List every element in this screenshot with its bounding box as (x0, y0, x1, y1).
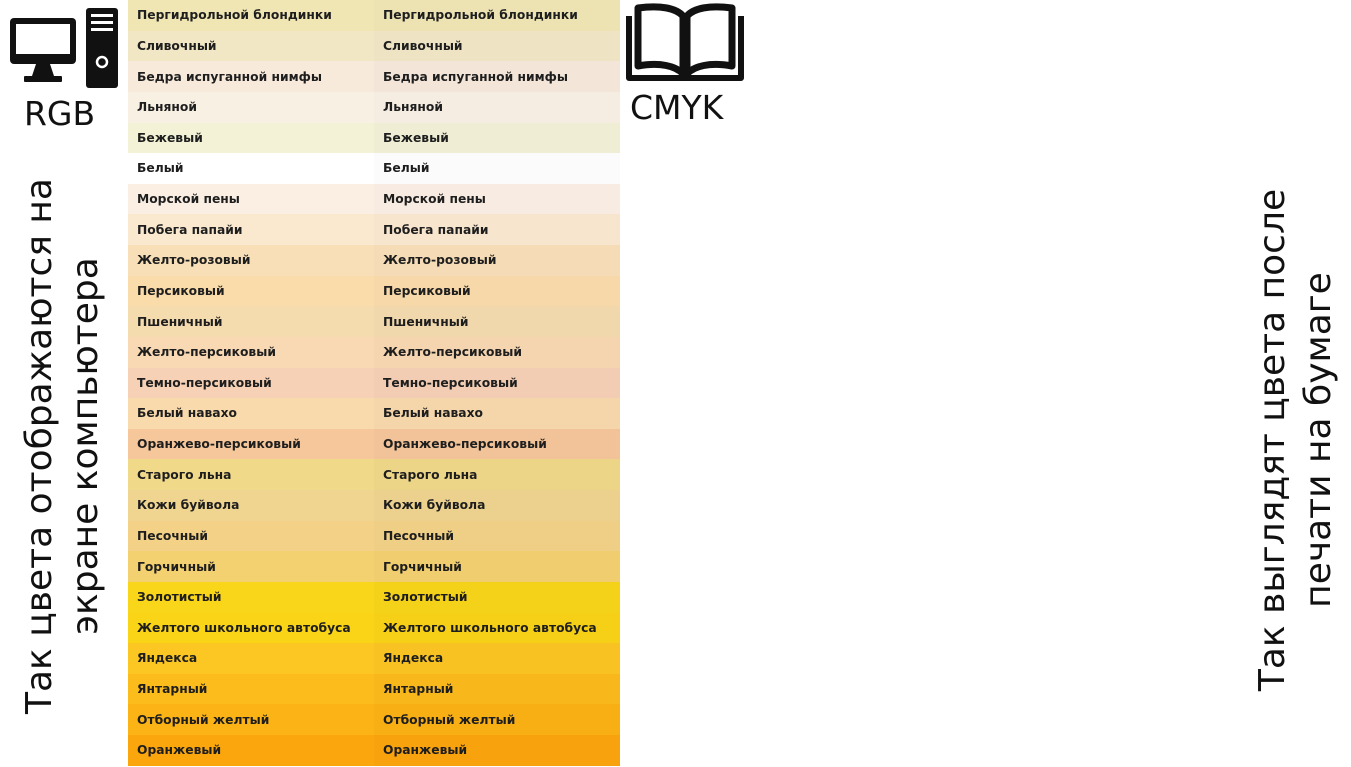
rgb-caption-line-1: Так цвета отображаются на (19, 178, 60, 714)
color-row (128, 429, 620, 460)
rgb-swatch-cell: Побега папайи (128, 214, 374, 245)
color-row (128, 521, 620, 552)
cmyk-swatch-cell: Побега папайи (374, 214, 620, 245)
color-row (128, 674, 620, 705)
cmyk-swatch-cell: Персиковый (374, 276, 620, 307)
color-row (128, 61, 620, 92)
cmyk-swatch-cell: Оранжево-персиковый (374, 429, 620, 460)
color-row (128, 0, 620, 31)
rgb-panel (0, 0, 127, 767)
rgb-swatch-cell: Горчичный (128, 551, 374, 582)
rgb-swatch-cell: Белый (128, 153, 374, 184)
color-row (128, 398, 620, 429)
rgb-swatch-cell: Старого льна (128, 459, 374, 490)
cmyk-swatch-cell: Белый (374, 153, 620, 184)
rgb-swatch-cell: Янтарный (128, 674, 374, 705)
color-row (128, 643, 620, 674)
cmyk-swatch-cell: Льняной (374, 92, 620, 123)
cmyk-swatch-cell: Желтого школьного автобуса (374, 613, 620, 644)
color-row (128, 490, 620, 521)
color-comparison-table (128, 0, 620, 767)
cmyk-swatch-cell: Сливочный (374, 31, 620, 62)
cmyk-swatch-cell: Золотистый (374, 582, 620, 613)
rgb-swatch-cell: Желто-розовый (128, 245, 374, 276)
rgb-swatch-cell: Белый навахо (128, 398, 374, 429)
rgb-swatch-cell: Пергидрольной блондинки (128, 0, 374, 31)
rgb-swatch-cell: Морской пены (128, 184, 374, 215)
rgb-swatch-cell: Кожи буйвола (128, 490, 374, 521)
color-row (128, 551, 620, 582)
cmyk-swatch-cell: Желто-персиковый (374, 337, 620, 368)
cmyk-swatch-cell: Желто-розовый (374, 245, 620, 276)
cmyk-swatch-cell: Оранжевый (374, 735, 620, 766)
color-row (128, 368, 620, 399)
color-row (128, 123, 620, 154)
cmyk-panel (622, 0, 1339, 767)
color-row (128, 92, 620, 123)
rgb-swatch-cell: Отборный желтый (128, 704, 374, 735)
rgb-swatch-cell: Персиковый (128, 276, 374, 307)
cmyk-swatch-cell: Белый навахо (374, 398, 620, 429)
cmyk-caption-line-1: Так выглядят цвета после (1252, 188, 1293, 692)
cmyk-swatch-cell: Кожи буйвола (374, 490, 620, 521)
color-row (128, 735, 620, 766)
rgb-swatch-cell: Сливочный (128, 31, 374, 62)
cmyk-caption (1241, 130, 1351, 750)
rgb-swatch-cell: Пшеничный (128, 306, 374, 337)
cmyk-swatch-cell: Горчичный (374, 551, 620, 582)
rgb-caption-line-2: экране компьютера (65, 257, 106, 635)
rgb-swatch-cell: Песочный (128, 521, 374, 552)
color-row (128, 337, 620, 368)
color-row (128, 704, 620, 735)
cmyk-swatch-cell: Темно-персиковый (374, 368, 620, 399)
color-row (128, 214, 620, 245)
rgb-label: RGB (24, 94, 96, 133)
color-row (128, 31, 620, 62)
rgb-swatch-cell: Оранжево-персиковый (128, 429, 374, 460)
rgb-swatch-cell: Темно-персиковый (128, 368, 374, 399)
color-row (128, 153, 620, 184)
color-row (128, 582, 620, 613)
rgb-swatch-cell: Желтого школьного автобуса (128, 613, 374, 644)
book-icon (626, 2, 744, 82)
cmyk-swatch-cell: Яндекса (374, 643, 620, 674)
cmyk-swatch-cell: Янтарный (374, 674, 620, 705)
color-row (128, 306, 620, 337)
cmyk-label: CMYK (630, 88, 724, 127)
rgb-swatch-cell: Желто-персиковый (128, 337, 374, 368)
rgb-swatch-cell: Бедра испуганной нимфы (128, 61, 374, 92)
color-row (128, 276, 620, 307)
rgb-caption (8, 136, 118, 756)
color-row (128, 459, 620, 490)
cmyk-swatch-cell: Песочный (374, 521, 620, 552)
rgb-swatch-cell: Золотистый (128, 582, 374, 613)
cmyk-swatch-cell: Отборный желтый (374, 704, 620, 735)
cmyk-swatch-cell: Старого льна (374, 459, 620, 490)
color-row (128, 613, 620, 644)
computer-icon (8, 6, 120, 90)
rgb-swatch-cell: Оранжевый (128, 735, 374, 766)
cmyk-swatch-cell: Пергидрольной блондинки (374, 0, 620, 31)
color-row (128, 184, 620, 215)
cmyk-swatch-cell: Морской пены (374, 184, 620, 215)
cmyk-swatch-cell: Пшеничный (374, 306, 620, 337)
rgb-swatch-cell: Льняной (128, 92, 374, 123)
rgb-swatch-cell: Яндекса (128, 643, 374, 674)
cmyk-caption-line-2: печати на бумаге (1298, 272, 1339, 608)
cmyk-swatch-cell: Бедра испуганной нимфы (374, 61, 620, 92)
cmyk-swatch-cell: Бежевый (374, 123, 620, 154)
rgb-swatch-cell: Бежевый (128, 123, 374, 154)
color-row (128, 245, 620, 276)
